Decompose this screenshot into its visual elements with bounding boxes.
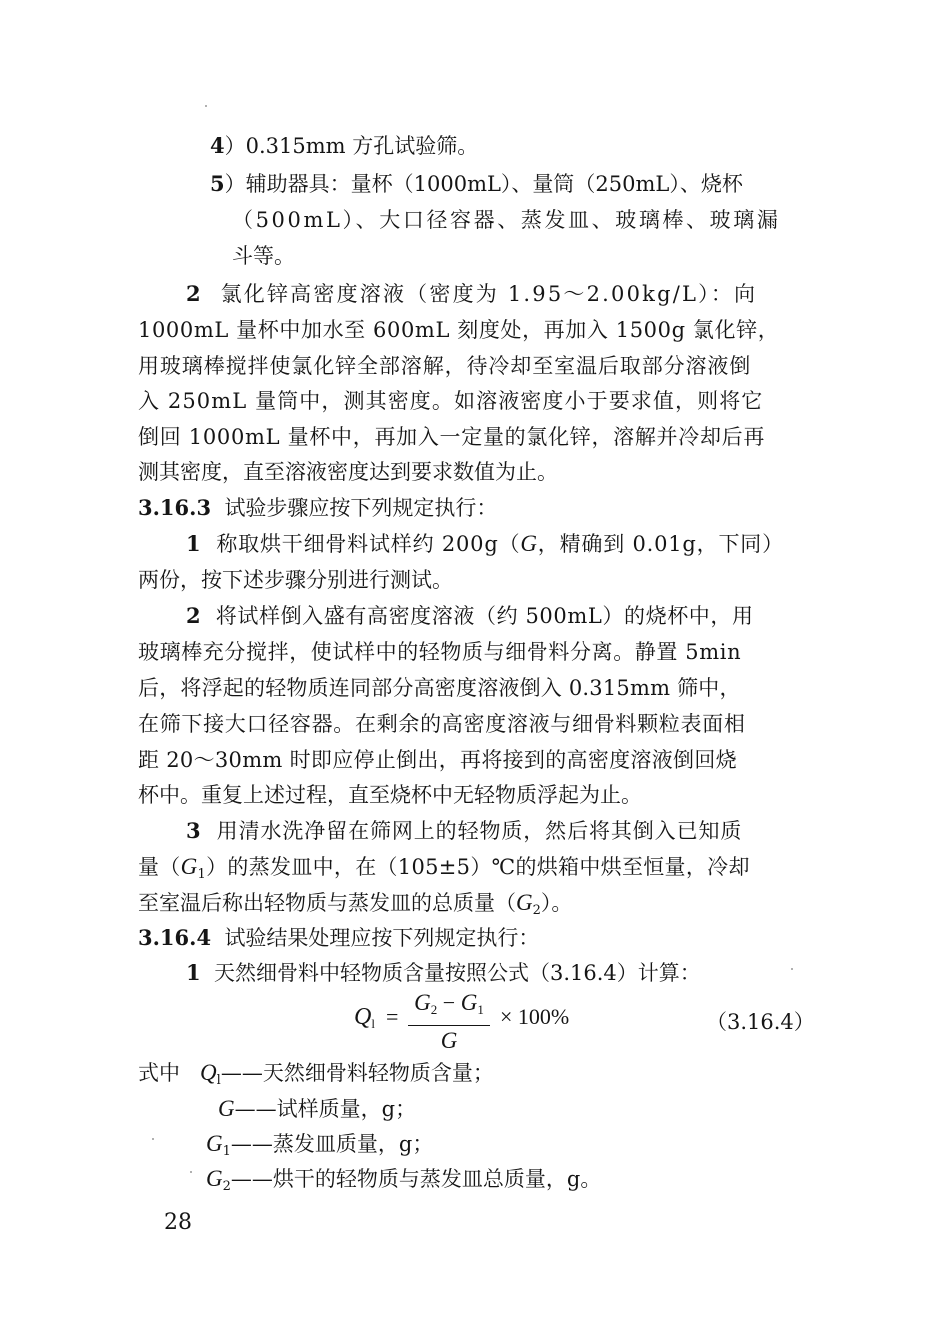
step-2-line3: 后，将浮起的轻物质连同部分高密度溶液倒入 0.315mm 筛中， [138, 676, 741, 700]
section-number: 3.16.3 [138, 495, 212, 520]
definition-text: ——试样质量，g； [234, 1097, 417, 1121]
list-item-text: ）辅助器具：量杯（1000mL）、量筒（250mL）、烧杯 [224, 172, 743, 196]
symbol-g: G [520, 531, 538, 556]
symbol-g: G [218, 1096, 235, 1121]
definition-g1 [206, 1127, 433, 1161]
formula-equals: = [386, 1004, 399, 1029]
formula-numerator: $G_2 - G_1$ [414, 990, 484, 1017]
subscript: 2 [222, 1179, 231, 1194]
paragraph-2-line1 [186, 277, 757, 311]
symbol-g1: G [180, 854, 198, 879]
scan-speck [791, 968, 793, 970]
step-1-line2: 两份，按下述步骤分别进行测试。 [138, 568, 453, 592]
step-number: 2 [186, 603, 202, 628]
step-2-line1 [186, 599, 754, 633]
symbol-g1: G [206, 1131, 223, 1156]
step-2-line6: 杯中。重复上述过程，直至烧杯中无轻物质浮起为止。 [138, 783, 642, 807]
step-text: 称取烘干细骨料试样约 200g（ [216, 532, 521, 556]
step-number: 1 [186, 960, 201, 985]
paragraph-number: 2 [186, 281, 203, 306]
step-2-line2: 玻璃棒充分搅拌，使试样中的轻物质与细骨料分离。静置 5min [138, 640, 742, 664]
definition-g2 [206, 1162, 601, 1196]
step-3-line2 [138, 850, 750, 884]
paragraph-text: 氯化锌高密度溶液（密度为 1.95～2.00kg/L）：向 [220, 282, 758, 306]
list-item-number: 5 [210, 171, 225, 196]
paragraph-2-line6: 测其密度，直至溶液密度达到要求数值为止。 [138, 460, 558, 484]
symbol-g2: G [516, 890, 533, 915]
section-title: 试验步骤应按下列规定执行： [224, 496, 498, 520]
step-text: 将试样倒入盛有高密度溶液（约 500mL）的烧杯中，用 [215, 604, 754, 628]
paragraph-2-line2: 1000mL 量杯中加水至 600mL 刻度处，再加入 1500g 氯化锌， [138, 318, 780, 342]
definition-text: ——烘干的轻物质与蒸发皿总质量，g。 [230, 1167, 602, 1191]
definition-q [138, 1056, 494, 1090]
step-text: 至室温后称出轻物质与蒸发皿的总质量（ [138, 891, 516, 915]
section-3-16-4 [138, 921, 539, 955]
calc-step-1 [186, 956, 701, 990]
formula-denominator: G [440, 1028, 458, 1053]
formula-fraction [406, 988, 492, 1056]
subscript: l [216, 1073, 221, 1088]
paragraph-2-line5: 倒回 1000mL 量杯中，再加入一定量的氯化锌，溶解并冷却后再 [138, 425, 766, 449]
definition-text: ——天然细骨料轻物质含量； [220, 1061, 494, 1085]
definition-label: 式中 [138, 1061, 180, 1085]
step-text: 天然细骨料中轻物质含量按照公式（3.16.4）计算： [213, 961, 701, 985]
step-3-line1 [186, 814, 742, 848]
subscript: 2 [532, 903, 541, 918]
list-item-number: 4 [210, 133, 225, 158]
step-text: 量（ [138, 855, 181, 879]
definition-g [218, 1092, 416, 1126]
list-item-5-line2: （500mL）、大口径容器、蒸发皿、玻璃棒、玻璃漏 [232, 208, 781, 232]
formula-times-100: × 100% [500, 1004, 570, 1029]
step-number: 1 [186, 531, 202, 556]
step-2-line5: 距 20～30mm 时即应停止倒出，再将接到的高密度溶液倒回烧 [138, 748, 737, 772]
step-number: 3 [186, 818, 202, 843]
list-item-5 [210, 167, 806, 201]
section-3-16-3 [138, 491, 497, 525]
step-3-line3 [138, 886, 572, 920]
step-text: ）的蒸发皿中，在（105±5）℃的烘箱中烘至恒量，冷却 [206, 855, 750, 879]
step-text: ）。 [540, 891, 573, 915]
section-title: 试验结果处理应按下列规定执行： [224, 926, 540, 950]
step-text: ，精确到 0.01g，下同） [537, 532, 784, 556]
subscript: 1 [197, 867, 207, 882]
formula-lhs: $Q_l$ [354, 1004, 375, 1031]
step-1-line1 [186, 527, 784, 561]
list-item-text: ）0.315mm 方孔试验筛。 [224, 134, 479, 158]
step-text: 用清水洗净留在筛网上的轻物质，然后将其倒入已知质 [216, 819, 743, 843]
list-item-4 [210, 129, 478, 163]
symbol-q: Q [200, 1060, 217, 1085]
symbol-g2: G [206, 1166, 223, 1191]
subscript: 1 [222, 1144, 231, 1159]
paragraph-2-line4: 入 250mL 量筒中，测其密度。如溶液密度小于要求值，则将它 [138, 389, 764, 413]
list-item-5-line3: 斗等。 [232, 244, 295, 268]
section-number: 3.16.4 [138, 925, 212, 950]
definition-text: ——蒸发皿质量，g； [230, 1132, 434, 1156]
scan-speck [190, 1171, 192, 1173]
paragraph-2-line3: 用玻璃棒搅拌使氯化锌全部溶解，待冷却至室温后取部分溶液倒 [138, 354, 752, 378]
equation-number: （3.16.4） [706, 1010, 815, 1034]
page-number: 28 [164, 1210, 192, 1235]
scan-speck [205, 105, 207, 107]
step-2-line4: 在筛下接大口径容器。在剩余的高密度溶液与细骨料颗粒表面相 [138, 712, 746, 736]
scan-speck [152, 1138, 154, 1140]
